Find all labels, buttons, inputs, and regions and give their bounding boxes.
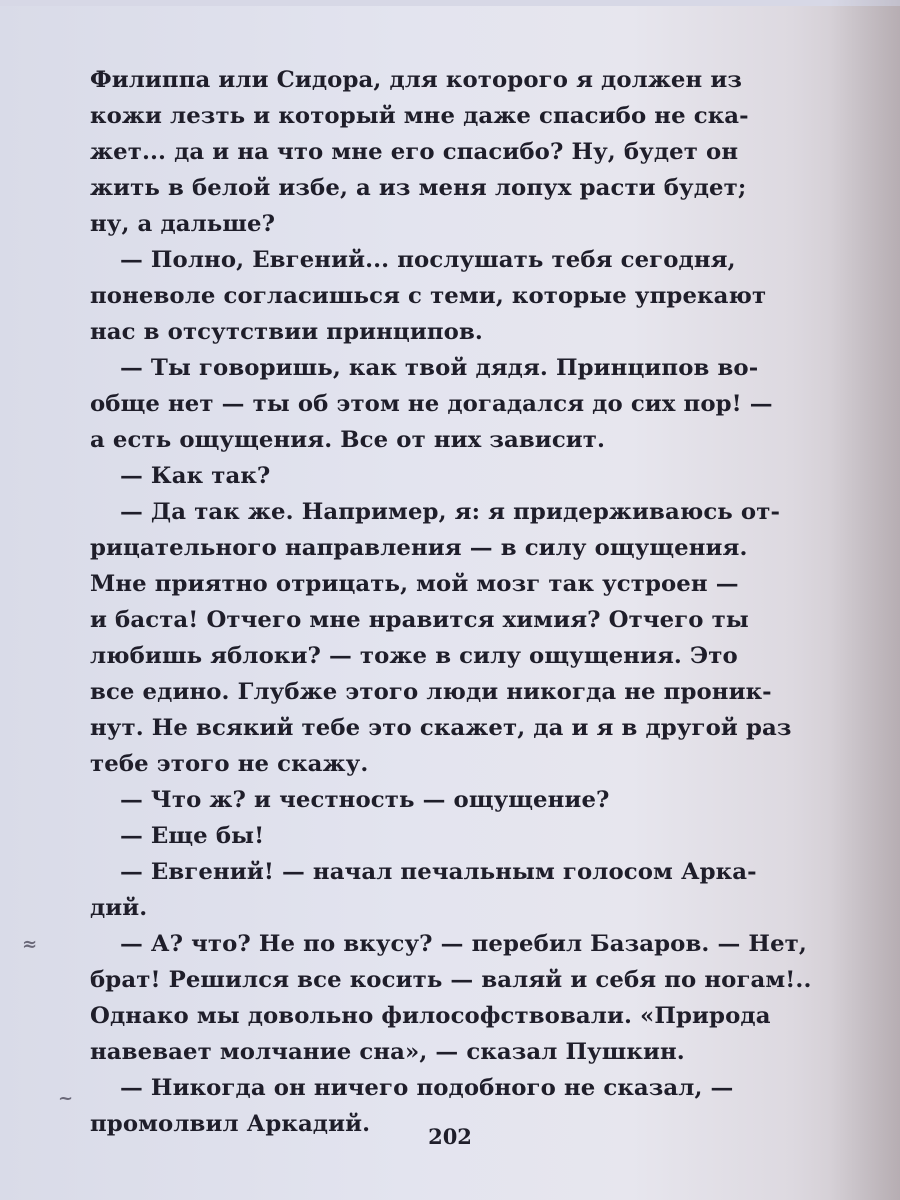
margin-mark: ≈ <box>22 934 38 955</box>
text-line: — Еще бы! <box>120 823 265 849</box>
text-line: — Никогда он ничего подобного не сказал, — <box>120 1075 734 1101</box>
text-line: и баста! Отчего мне нравится химия? Отчего ты <box>90 607 749 633</box>
text-line: брат! Решился все косить — валяй и себя по ногам!.. <box>90 967 812 993</box>
text-line: тебе этого не скажу. <box>90 751 369 777</box>
text-line: Филиппа или Сидора, для которого я должен из <box>90 67 743 93</box>
text-line: — Ты говоришь, как твой дядя. Принципов во- <box>120 355 759 381</box>
text-line: ну, а дальше? <box>90 211 276 237</box>
text-line: промолвил Аркадий. <box>90 1111 371 1137</box>
text-line: дий. <box>90 895 148 921</box>
text-line: Однако мы довольно философствовали. «Природа <box>90 1003 771 1029</box>
text-line: а есть ощущения. Все от них зависит. <box>90 427 606 453</box>
text-line: рицательного направления — в силу ощущения. <box>90 535 748 561</box>
text-line: жить в белой избе, а из меня лопух расти будет; <box>90 175 747 201</box>
text-line: — Да так же. Например, я: я придерживаюсь от- <box>120 499 781 525</box>
text-line: — А? что? Не по вкусу? — перебил Базаров. — Нет, <box>120 931 807 957</box>
text-line: нут. Не всякий тебе это скажет, да и я в другой раз <box>90 715 792 741</box>
text-line: навевает молчание сна», — сказал Пушкин. <box>90 1039 685 1065</box>
page-number: 202 <box>428 1124 472 1149</box>
body-text <box>90 62 870 1142</box>
text-line: все едино. Глубже этого люди никогда не проник- <box>90 679 772 705</box>
text-line: Мне приятно отрицать, мой мозг так устроен — <box>90 571 739 597</box>
text-line: обще нет — ты об этом не догадался до сих пор! — <box>90 391 773 417</box>
text-line: — Евгений! — начал печальным голосом Арка- <box>120 859 757 885</box>
text-line: поневоле согласишься с теми, которые упрекают <box>90 283 767 309</box>
text-line: — Полно, Евгений... послушать тебя сегодня, <box>120 247 736 273</box>
text-line: — Что ж? и честность — ощущение? <box>120 787 610 813</box>
text-line: кожи лезть и который мне даже спасибо не ска- <box>90 103 749 129</box>
margin-mark: ~ <box>58 1088 74 1109</box>
text-line: — Как так? <box>120 463 271 489</box>
text-line: нас в отсутствии принципов. <box>90 319 483 345</box>
text-line: жет... да и на что мне его спасибо? Ну, будет он <box>90 139 739 165</box>
text-line: любишь яблоки? — тоже в силу ощущения. Это <box>90 643 738 669</box>
